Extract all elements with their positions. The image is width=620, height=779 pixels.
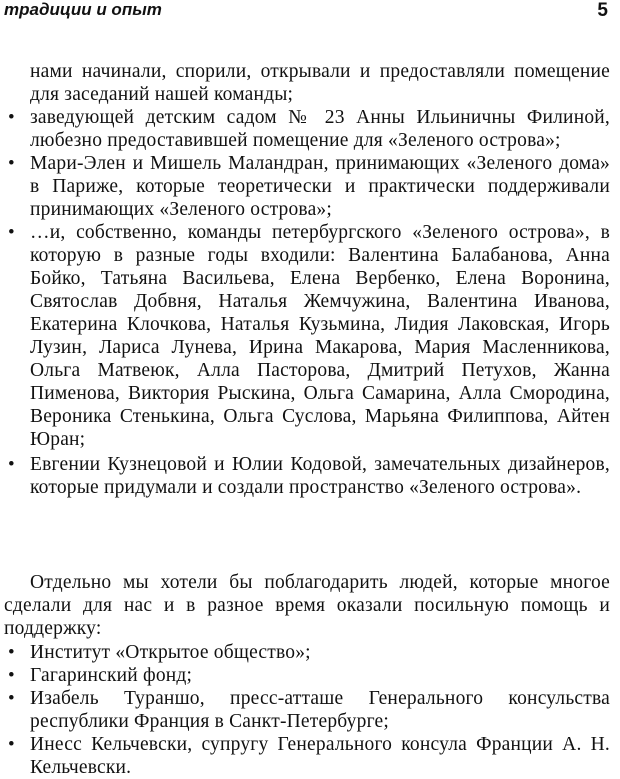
- bullet-icon: •: [8, 222, 15, 243]
- list-intro: нами начинали, спорили, открывали и предоставляли помещение для заседаний нашей команды;: [30, 61, 610, 105]
- page-header: [0, 0, 620, 26]
- bullet-icon: •: [8, 454, 15, 475]
- list-item: Мари-Элен и Мишель Маландран, принимающих «Зеленого дома» в Париже, которые теоретически и практически поддерживали принимающих «Зеленого острова»;: [30, 153, 610, 220]
- bullet-icon: •: [8, 688, 15, 709]
- bullet-icon: •: [8, 734, 15, 755]
- bullet-icon: •: [8, 107, 15, 128]
- list-item: заведующей детским садом № 23 Анны Ильиничны Филиной, любезно предоставившей помещение для «Зеленого острова»;: [30, 107, 610, 151]
- list-item: …и, собственно, команды петербургского «Зеленого острова», в которую в разные годы входили: Валентина Балабанова, Анна Бойко, Татьяна Васильева, Елена Вербенко, Елена Воронина, Святослав Добвня, Наталья Жемчужина, Валентина Иванова, Екатерина Клочкова, Наталья Кузьмина, Лидия Лаковская, Игорь Лузин, Лариса Лунева, Ирина Макарова, Мария Масленникова, Ольга Матвеюк, Алла Пасторова, Дмитрий Петухов, Жанна Пименова, Виктория Рыскина, Ольга Самарина, Алла Смородина, Вероника Стенькина, Ольга Суслова, Марьяна Филиппова, Айтен Юран;: [30, 222, 610, 450]
- list-item: Изабель Тураншо, пресс-атташе Генерального консульства республики Франция в Санкт-Петербурге;: [30, 688, 610, 732]
- list-item: Гагаринский фонд;: [30, 665, 193, 686]
- list-item: Институт «Открытое общество»;: [30, 642, 311, 663]
- page-number: 5: [597, 0, 608, 21]
- bullet-icon: •: [8, 153, 15, 174]
- running-title: традиции и опыт: [4, 0, 162, 19]
- thanks-paragraph: Отдельно мы хотели бы поблагодарить людей, которые многое сделали для нас и в разное время оказали посильную помощь и поддержку:: [4, 572, 610, 639]
- bullet-icon: •: [8, 665, 15, 686]
- bullet-icon: •: [8, 642, 15, 663]
- list-item: Евгении Кузнецовой и Юлии Кодовой, замечательных дизайнеров, которые придумали и создали пространство «Зеленого острова».: [30, 454, 610, 498]
- list-item: Инесс Кельчевски, супругу Генерального консула Франции А. Н. Кельчевски.: [30, 734, 610, 778]
